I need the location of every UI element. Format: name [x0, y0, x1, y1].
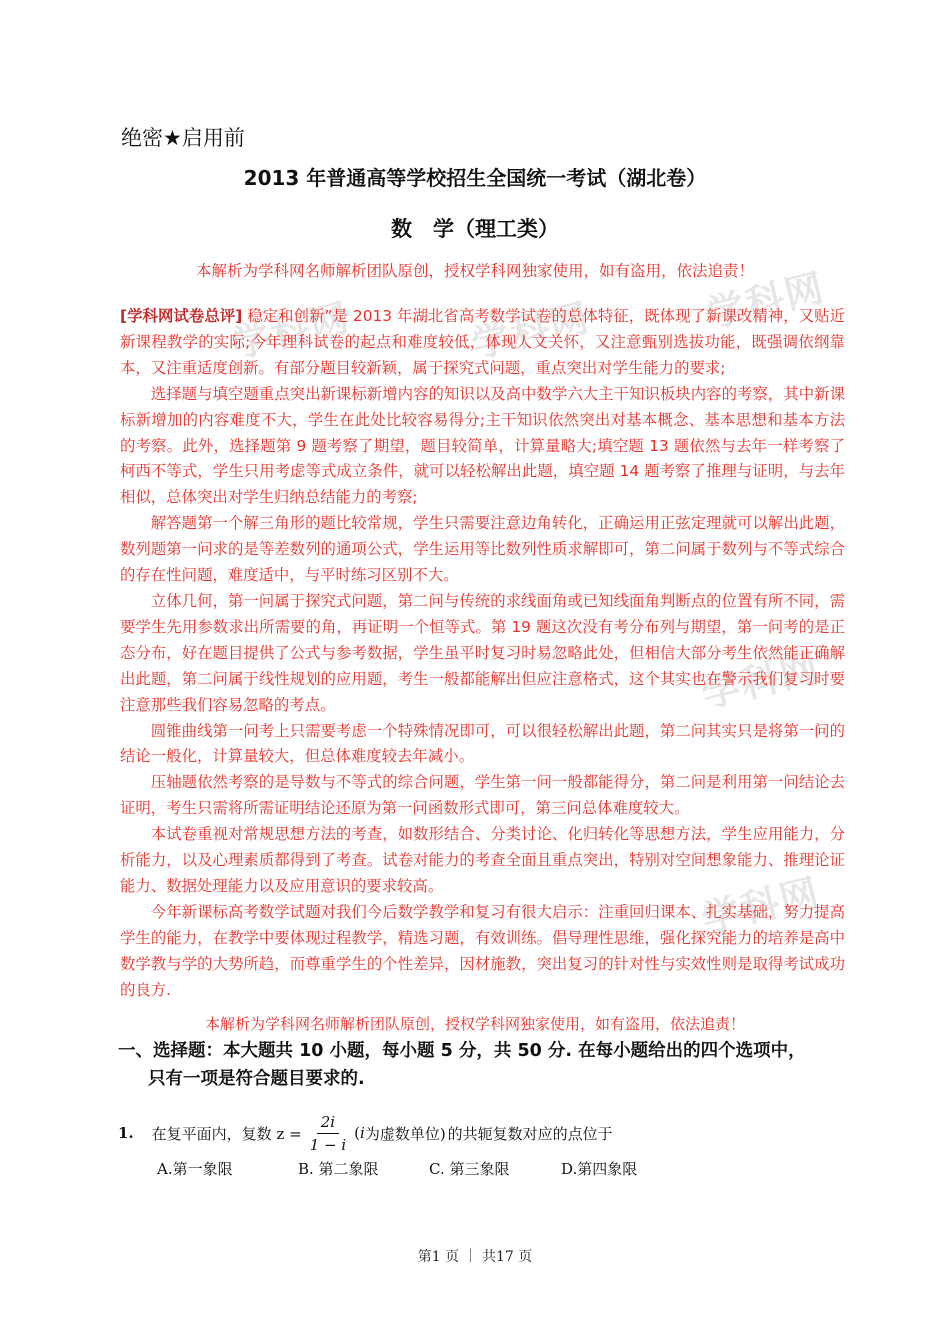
option-d: D.第四象限: [561, 1160, 638, 1178]
paren-text: 为虚数单位): [364, 1124, 446, 1143]
summary-paragraph: 解答题第一个解三角形的题比较常规，学生只需要注意边角转化，正确运用正弦定理就可以解出此题，数列题第一问求的是等差数列的通项公式，学生运用等比数列性质求解即可，第二问属于数列与不等式综合的存在性问题，难度适中，与平时练习区别不大。: [120, 514, 845, 585]
page-footer: 第1 页 ｜ 共17 页: [417, 1249, 533, 1265]
question-suffix: 的共轭复数对应的点位于: [447, 1124, 613, 1143]
section-heading-line: 一、选择题：本大题共 10 小题，每小题 5 分，共 50 分. 在每小题给出的四个选项中，: [118, 1041, 806, 1061]
paren-open: (: [354, 1124, 360, 1142]
summary-text: 稳定和创新”是 2013 年湖北省高考数学试卷的总体特征，既体现了新课改精神，又贴近新课程教学的实际;今年理科试卷的起点和难度较低，体现人文关怀，又注意甄别选拔功能，既强调依纲靠本，又注重适度创新。有部分题目较新颖，属于探究式问题，重点突出对学生能力的要求;: [120, 307, 845, 377]
option-c: C. 第三象限: [429, 1160, 510, 1178]
imaginary-unit: i: [360, 1124, 365, 1142]
question-number: 1.: [118, 1124, 134, 1142]
summary-paragraph: 压轴题依然考察的是导数与不等式的综合问题，学生第一问一般都能得分，第二问是利用第一问结论去证明，考生只需将所需证明结论还原为第一问函数形式即可，第三问总体难度较大。: [120, 773, 845, 818]
confidential-label: 绝密★启用前: [121, 126, 245, 150]
answer-options: [157, 1158, 637, 1179]
question-1: [118, 1108, 858, 1158]
option-a: A.第一象限: [157, 1160, 233, 1178]
option-b: B. 第二象限: [298, 1160, 379, 1178]
summary-paragraph: 今年新课标高考数学试题对我们今后数学教学和复习有很大启示：注重回归课本、扎实基础，努力提高学生的能力，在教学中要体现过程教学，精选习题，有效训练。倡导理性思维，强化探究能力的培养是高中数学教与学的大势所趋，而尊重学生的个性差异，因材施教，突出复习的针对性与实效性则是取得考试成功的良方.: [120, 902, 845, 999]
summary-head: [学科网试卷总评]: [120, 307, 243, 325]
exam-title: 2013 年普通高等学校招生全国统一考试（湖北卷）: [243, 166, 707, 190]
summary-paragraph: 立体几何，第一问属于探究式问题，第二问与传统的求线面角或已知线面角判断点的位置有所不同，需要学生先用参数求出所需要的角，再证明一个恒等式。第 19 题这次没有考分布列与期望，第一问考的是正态分布，好在题目提供了公式与参考数据，学生虽平时复习时易忽略此处，但相信大部分考生依然能正确解出此题，第二问属于线性规划的应用题，考生一般都能解出但应注意格式，这个其实也在警示我们复习时要注意那些我们容易忽略的考点。: [120, 591, 845, 714]
copyright-notice: 本解析为学科网名师解析团队原创，授权学科网独家使用，如有盗用，依法追责！: [204, 1015, 745, 1033]
watermark: 学科网: [467, 295, 595, 367]
fraction: [306, 1113, 350, 1154]
watermark: 学科网: [702, 265, 830, 337]
section-heading: [118, 1037, 848, 1093]
watermark: 学科网: [227, 295, 355, 367]
section-heading-line: 只有一项是符合题目要求的.: [148, 1069, 365, 1089]
summary-paragraph: 选择题与填空题重点突出新课标新增内容的知识以及高中数学六大主干知识板块内容的考察，其中新课标新增加的内容难度不大，学生在此处比较容易得分;主干知识依然突出对基本概念、基本思想和基本方法的考察。此外，选择题第 9 题考察了期望，题目较简单，计算量略大;填空题 13 题依然与去年一样考察了柯西不等式，学生只用考虑等式成立条件，就可以轻松解出此题，填空题 14 题考察了推理与证明，与去年相似，总体突出对学生归纳总结能力的考察;: [120, 384, 845, 507]
question-prefix: 在复平面内，复数 z =: [151, 1124, 302, 1143]
summary-paragraph: [120, 304, 845, 382]
fraction-numerator: 2i: [317, 1113, 339, 1134]
summary-paragraph: 圆锥曲线第一问考上只需要考虑一个特殊情况即可，可以很轻松解出此题，第二问其实只是将第一问的结论一般化，计算量较大，但总体难度较去年减小。: [120, 721, 845, 766]
summary-paragraph: 本试卷重视对常规思想方法的考查，如数形结合、分类讨论、化归转化等思想方法，学生应用能力，分析能力，以及心理素质都得到了考查。试卷对能力的考查全面且重点突出，特别对空间想象能力、推理论证能力、数据处理能力以及应用意识的要求较高。: [120, 825, 845, 895]
subject-title: 数 学（理工类）: [391, 217, 559, 241]
exam-summary: [120, 304, 845, 1003]
watermark: 学科网: [697, 870, 825, 942]
fraction-denominator: 1 − i: [309, 1135, 347, 1154]
copyright-notice: 本解析为学科网名师解析团队原创，授权学科网独家使用，如有盗用，依法追责！: [195, 262, 754, 280]
watermark: 学科网: [697, 645, 825, 717]
